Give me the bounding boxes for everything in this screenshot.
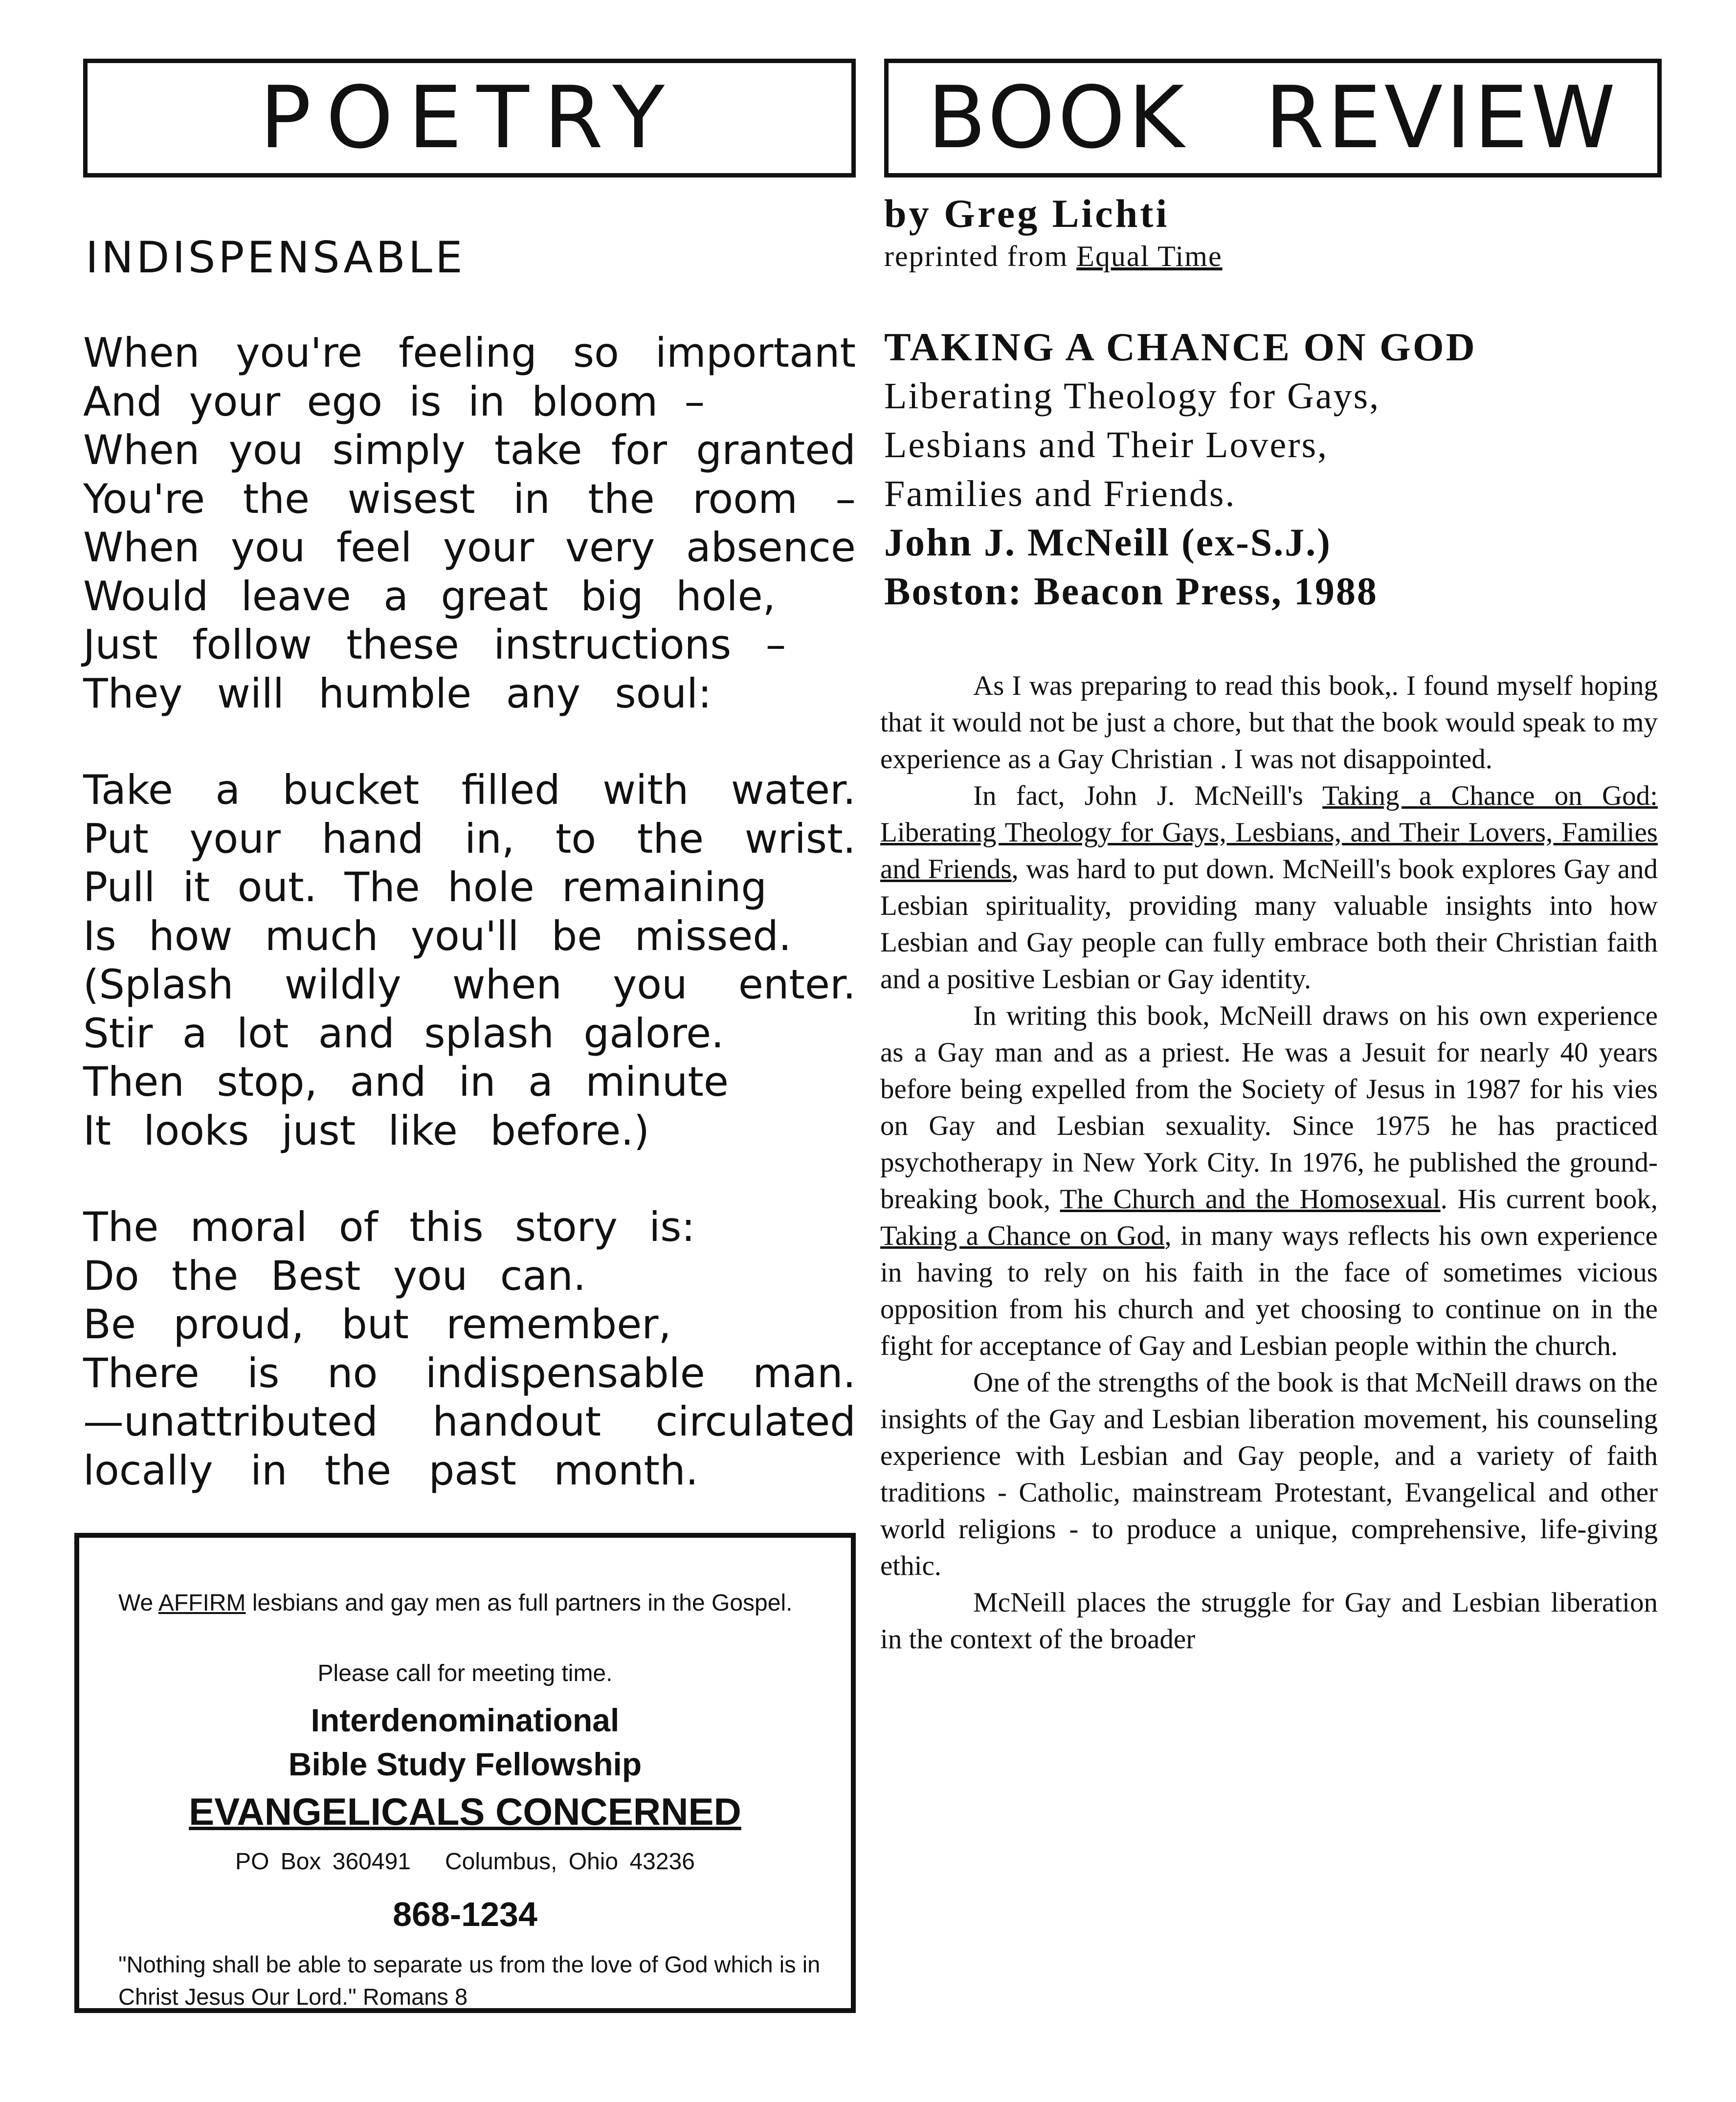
evangelicals-concerned-ad [74, 1533, 856, 2013]
poem-line: You're the wisest in the room – [83, 475, 856, 523]
poem-line: They will humble any soul: [83, 669, 712, 717]
poem-line: Would leave a great big hole, [83, 572, 776, 620]
review-paragraph: In fact, John J. McNeill's Taking a Chance on God: Liberating Theology for Gays, Lesbians, and Their Lovers, Families and Friends, was hard to put down. McNeill's book explores Gay and Lesbian spirituality, providing many valuable insights into how Lesbian and Gay people can fully embrace both their Christian faith and a positive Lesbian or Gay identity. [880, 780, 1658, 995]
ad-org-line1: Interdenominational [311, 1702, 620, 1738]
poem-title: INDISPENSABLE [86, 232, 466, 283]
book-title-reference: Taking a Chance on God: Liberating Theology for Gays, Lesbians, and Their Lovers, Families and Friends [880, 780, 1658, 885]
reprint-source: Equal Time [1076, 240, 1223, 272]
poetry-banner [83, 59, 856, 177]
review-paragraph: One of the strengths of the book is that McNeill draws on the insights of the Gay and Lesbian liberation movement, his counseling experience with Lesbian and Gay people, and a variety of faith traditions - Catholic, mainstream Protestant, Evangelical and other world religions - to produce a unique, comprehensive, life-giving ethic. [880, 1367, 1658, 1581]
poem-line: Take a bucket filled with water. [83, 766, 856, 814]
ad-org-line2: Bible Study Fellowship [288, 1746, 642, 1782]
poem-line: Put your hand in, to the wrist. [83, 815, 856, 863]
book-subtitle-line: Lesbians and Their Lovers, [884, 424, 1329, 465]
book-title-reference: Taking a Chance on God [880, 1220, 1165, 1251]
ad-scripture-quote: "Nothing shall be able to separate us from the love of God which is in Christ Jesus Our Lord." Romans 8 [118, 1951, 821, 2010]
poem-line: The moral of this story is: [83, 1203, 695, 1251]
ad-affirm-post: lesbians and gay men as full partners in the Gospel. [252, 1590, 793, 1616]
book-review-banner-word2: REVIEW [1265, 68, 1619, 168]
poem-line: It looks just like before.) [83, 1106, 650, 1154]
reprint-prefix: reprinted from [884, 240, 1068, 272]
ad-meeting-note: Please call for meeting time. [317, 1660, 613, 1686]
poem-line: When you feel your very absence [83, 524, 856, 571]
ad-affirm-pre: We [118, 1590, 154, 1616]
reprint-note [884, 240, 1223, 273]
poem-line: And your ego is in bloom – [83, 377, 705, 425]
book-subtitle-line: Liberating Theology for Gays, [884, 376, 1380, 417]
poem-line: —unattributed handout circulated [83, 1398, 856, 1445]
ad-affirm-text [118, 1582, 823, 1625]
poem-line: When you're feeling so important [83, 329, 856, 376]
review-paragraph: McNeill places the struggle for Gay and Lesbian liberation in the context of the broader [880, 1587, 1658, 1655]
poem-line: Stir a lot and splash galore. [83, 1009, 724, 1057]
ad-org-name: EVANGELICALS CONCERNED [189, 1790, 741, 1833]
book-title: TAKING A CHANCE ON GOD [884, 325, 1477, 369]
review-article [880, 667, 1658, 1658]
poem-line: locally in the past month. [83, 1446, 699, 1494]
poem-line: Just follow these instructions – [83, 621, 786, 668]
review-paragraph: In writing this book, McNeill draws on his own experience as a Gay man and as a priest. He was a Jesuit for nearly 40 years before being expelled from the Society of Jesus in 1987 for his vies on Gay and Lesbian sexuality. Since 1975 he has practiced psychotherapy in New York City. In 1976, he published the ground-breaking book, The Church and the Homosexual. His current book, Taking a Chance on God, in many ways reflects his own experience in having to rely on his faith in the face of sometimes vicious opposition from his church and yet choosing to continue on in the fight for acceptance of Gay and Lesbian people within the church. [880, 1000, 1658, 1361]
poem-line: (Splash wildly when you enter. [83, 961, 856, 1008]
poem-body [83, 329, 856, 1495]
book-review-banner [884, 59, 1662, 177]
book-review-banner-word1: BOOK [927, 68, 1187, 168]
poem-line: Then stop, and in a minute [83, 1058, 729, 1106]
book-info [884, 323, 1535, 616]
book-publisher: Boston: Beacon Press, 1988 [884, 570, 1378, 613]
poetry-banner-text: POETRY [259, 68, 680, 168]
poem-line: When you simply take for granted [83, 426, 856, 474]
ad-affirm-word: AFFIRM [158, 1590, 246, 1616]
poem-line: Be proud, but remember, [83, 1301, 671, 1348]
ad-phone: 868-1234 [393, 1895, 537, 1933]
poem-line: There is no indispensable man. [83, 1349, 856, 1397]
book-title-reference: The Church and the Homosexual [1060, 1184, 1441, 1215]
poem-line: Pull it out. The hole remaining [83, 863, 767, 911]
poem-line: Is how much you'll be missed. [83, 912, 792, 960]
book-subtitle-line: Families and Friends. [884, 473, 1236, 514]
book-author: John J. McNeill (ex-S.J.) [884, 521, 1332, 564]
review-paragraph: As I was preparing to read this book,. I found myself hoping that it would not be just a chore, but that the book would speak to my experience as a Gay Christian . I was not disappointed. [880, 670, 1658, 774]
ad-address: PO Box 360491 Columbus, Ohio 43236 [235, 1849, 695, 1875]
review-byline: by Greg Lichti [884, 191, 1170, 236]
poem-line: Do the Best you can. [83, 1252, 586, 1300]
